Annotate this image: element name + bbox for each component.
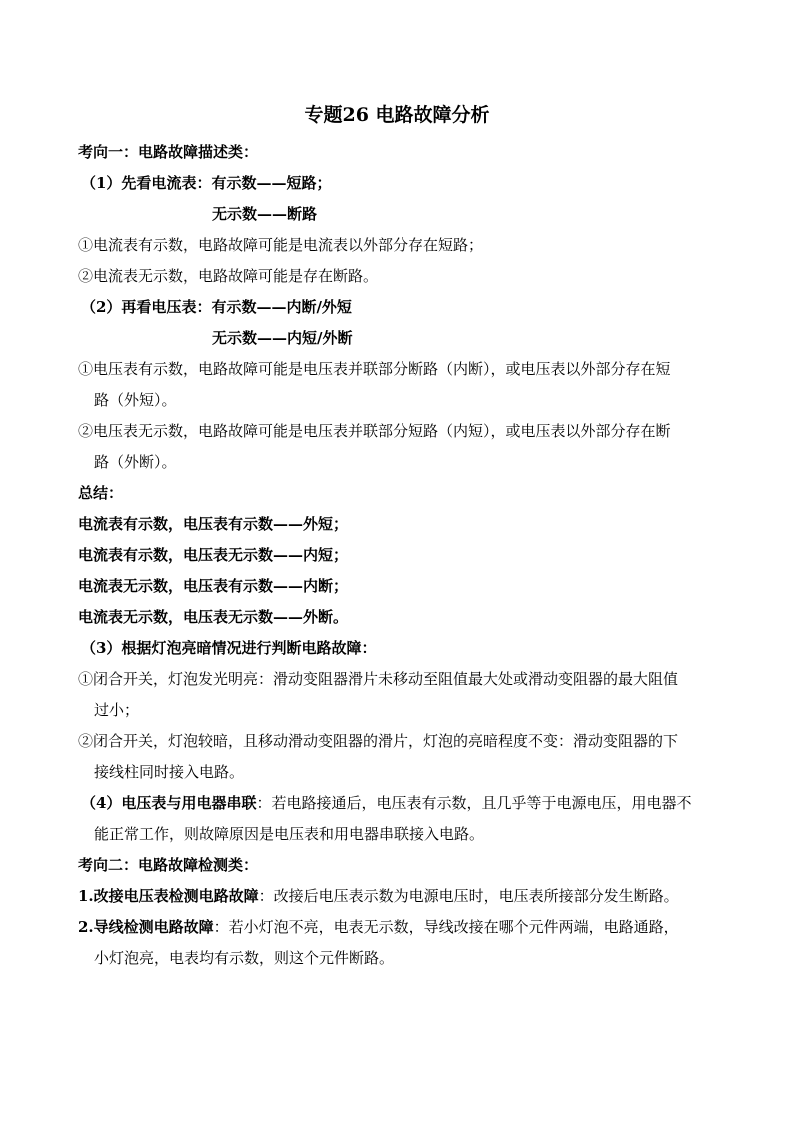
part-3-item-2-line-2: 接线柱同时接入电路。 bbox=[94, 763, 245, 781]
part-4-text-1: ：若电路接通后，电压表有示数，且几乎等于电源电压，用电器不 bbox=[256, 794, 692, 812]
section-2-item-1-text: ：改接后电压表示数为电源电压时，电压表所接部分发生断路。 bbox=[258, 887, 679, 905]
part-4-label: （4）电压表与用电器串联 bbox=[81, 794, 257, 812]
part-2-item-1-line-1: ①电压表有示数，电路故障可能是电压表并联部分断路（内断），或电压表以外部分存在短 bbox=[78, 360, 671, 378]
part-1-label: （1）先看电流表：有示数——短路； bbox=[81, 174, 332, 192]
part-2-item-2-line-1: ②电压表无示数，电路故障可能是电压表并联部分短路（内短），或电压表以外部分存在断 bbox=[78, 422, 671, 440]
section-2-item-1-label: 1.改接电压表检测电路故障 bbox=[78, 887, 259, 905]
part-2-sub: 无示数——内短/外断 bbox=[212, 329, 353, 347]
part-1-sub: 无示数——断路 bbox=[212, 205, 318, 223]
section-2-item-2-line-1 bbox=[78, 912, 724, 943]
page-title: 专题26 电路故障分析 bbox=[304, 104, 490, 126]
section-2-item-2-line-2: 小灯泡亮，电表均有示数，则这个元件断路。 bbox=[94, 949, 395, 967]
part-4-line-2: 能正常工作，则故障原因是电压表和用电器串联接入电路。 bbox=[94, 825, 485, 843]
part-3-item-2-line-1: ②闭合开关，灯泡较暗，且移动滑动变阻器的滑片，灯泡的亮暗程度不变：滑动变阻器的下 bbox=[78, 732, 679, 750]
part-2-item-1-line-2: 路（外短）。 bbox=[94, 391, 177, 409]
part-2-item-2-line-2: 路（外断）。 bbox=[94, 453, 177, 471]
section-2-item-1 bbox=[78, 881, 724, 912]
section-1-heading: 考向一：电路故障描述类： bbox=[78, 143, 259, 161]
part-1-item-1: ①电流表有示数，电路故障可能是电流表以外部分存在短路； bbox=[78, 236, 484, 254]
part-2-label: （2）再看电压表：有示数——内断/外短 bbox=[81, 298, 352, 316]
section-2-heading: 考向二：电路故障检测类： bbox=[78, 856, 259, 874]
section-2-item-2-text-1: ：若小灯泡不亮，电表无示数，导线改接在哪个元件两端，电路通路， bbox=[213, 918, 679, 936]
summary-line-2: 电流表有示数，电压表无示数——内短； bbox=[78, 546, 349, 564]
part-3-label: （3）根据灯泡亮暗情况进行判断电路故障： bbox=[81, 639, 377, 657]
part-1-item-2: ②电流表无示数，电路故障可能是存在断路。 bbox=[78, 267, 379, 285]
part-4-line-1 bbox=[78, 788, 724, 819]
summary-line-1: 电流表有示数，电压表有示数——外短； bbox=[78, 515, 349, 533]
summary-line-3: 电流表无示数，电压表有示数——内断； bbox=[78, 577, 349, 595]
section-1 bbox=[78, 137, 724, 974]
part-3-item-1-line-1: ①闭合开关，灯泡发光明亮：滑动变阻器滑片未移动至阻值最大处或滑动变阻器的最大阻值 bbox=[78, 670, 679, 688]
section-2-item-2-label: 2.导线检测电路故障 bbox=[78, 918, 214, 936]
summary-line-4: 电流表无示数，电压表无示数——外断。 bbox=[78, 608, 349, 626]
summary-heading: 总结： bbox=[78, 484, 124, 502]
part-3-item-1-line-2: 过小； bbox=[94, 701, 140, 719]
